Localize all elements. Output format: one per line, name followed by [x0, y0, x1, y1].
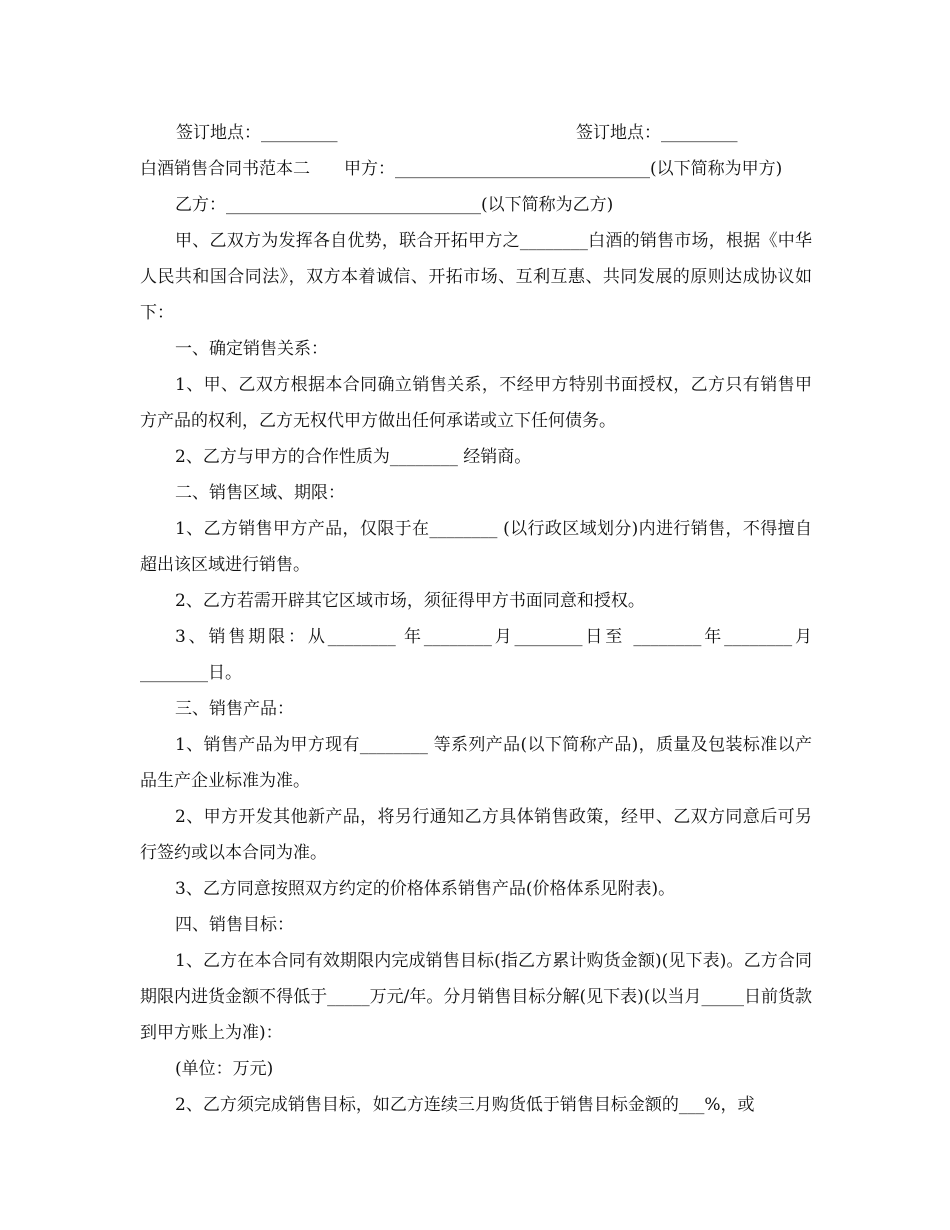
paragraph: 3、销售期限：从________ 年________月________日至 ________年________月________日。: [140, 627, 812, 683]
signing-place-left: 签订地点：_________: [176, 123, 338, 143]
paragraph: 3、乙方同意按照双方约定的价格体系销售产品(价格体系见附表)。: [175, 879, 676, 899]
signing-place-row: [140, 115, 812, 151]
paragraph: 白酒销售合同书范本二 甲方：______________________________(以下简称为甲方): [140, 159, 783, 179]
paragraph: 乙方：______________________________(以下简称为乙方): [175, 195, 614, 215]
paragraph: 1、甲、乙双方根据本合同确立销售关系，不经甲方特别书面授权，乙方只有销售甲方产品的权利，乙方无权代甲方做出任何承诺或立下任何债务。: [140, 375, 812, 431]
paragraph: 2、乙方须完成销售目标，如乙方连续三月购货低于销售目标金额的___%，或: [175, 1095, 755, 1115]
section-heading: 三、销售产品：: [175, 699, 294, 719]
paragraph: 1、乙方在本合同有效期限内完成销售目标(指乙方累计购货金额)(见下表)。乙方合同期限内进货金额不得低于_____万元/年。分月销售目标分解(见下表)(以当月_____日前货款到甲方账上为准)：: [140, 951, 812, 1043]
section-heading: 一、确定销售关系：: [175, 339, 328, 359]
paragraph: 甲、乙双方为发挥各自优势，联合开拓甲方之________白酒的销售市场，根据《中华人民共和国合同法》，双方本着诚信、开拓市场、互利互惠、共同发展的原则达成协议如下：: [140, 231, 812, 323]
paragraph: 2、甲方开发其他新产品，将另行通知乙方具体销售政策，经甲、乙双方同意后可另行签约或以本合同为准。: [140, 807, 812, 863]
paragraph: 1、乙方销售甲方产品，仅限于在________ (以行政区域划分)内进行销售，不得擅自超出该区域进行销售。: [140, 519, 812, 575]
signing-place-right: 签订地点：_________: [576, 123, 738, 143]
paragraph: 2、乙方与甲方的合作性质为________ 经销商。: [175, 447, 532, 467]
section-heading: 二、销售区域、期限：: [175, 483, 345, 503]
paragraph: 1、销售产品为甲方现有________ 等系列产品(以下简称产品)，质量及包装标准以产品生产企业标准为准。: [140, 735, 812, 791]
paragraph: (单位：万元): [175, 1059, 274, 1079]
paragraph: 2、乙方若需开辟其它区域市场，须征得甲方书面同意和授权。: [175, 591, 645, 611]
section-heading: 四、销售目标：: [175, 915, 294, 935]
